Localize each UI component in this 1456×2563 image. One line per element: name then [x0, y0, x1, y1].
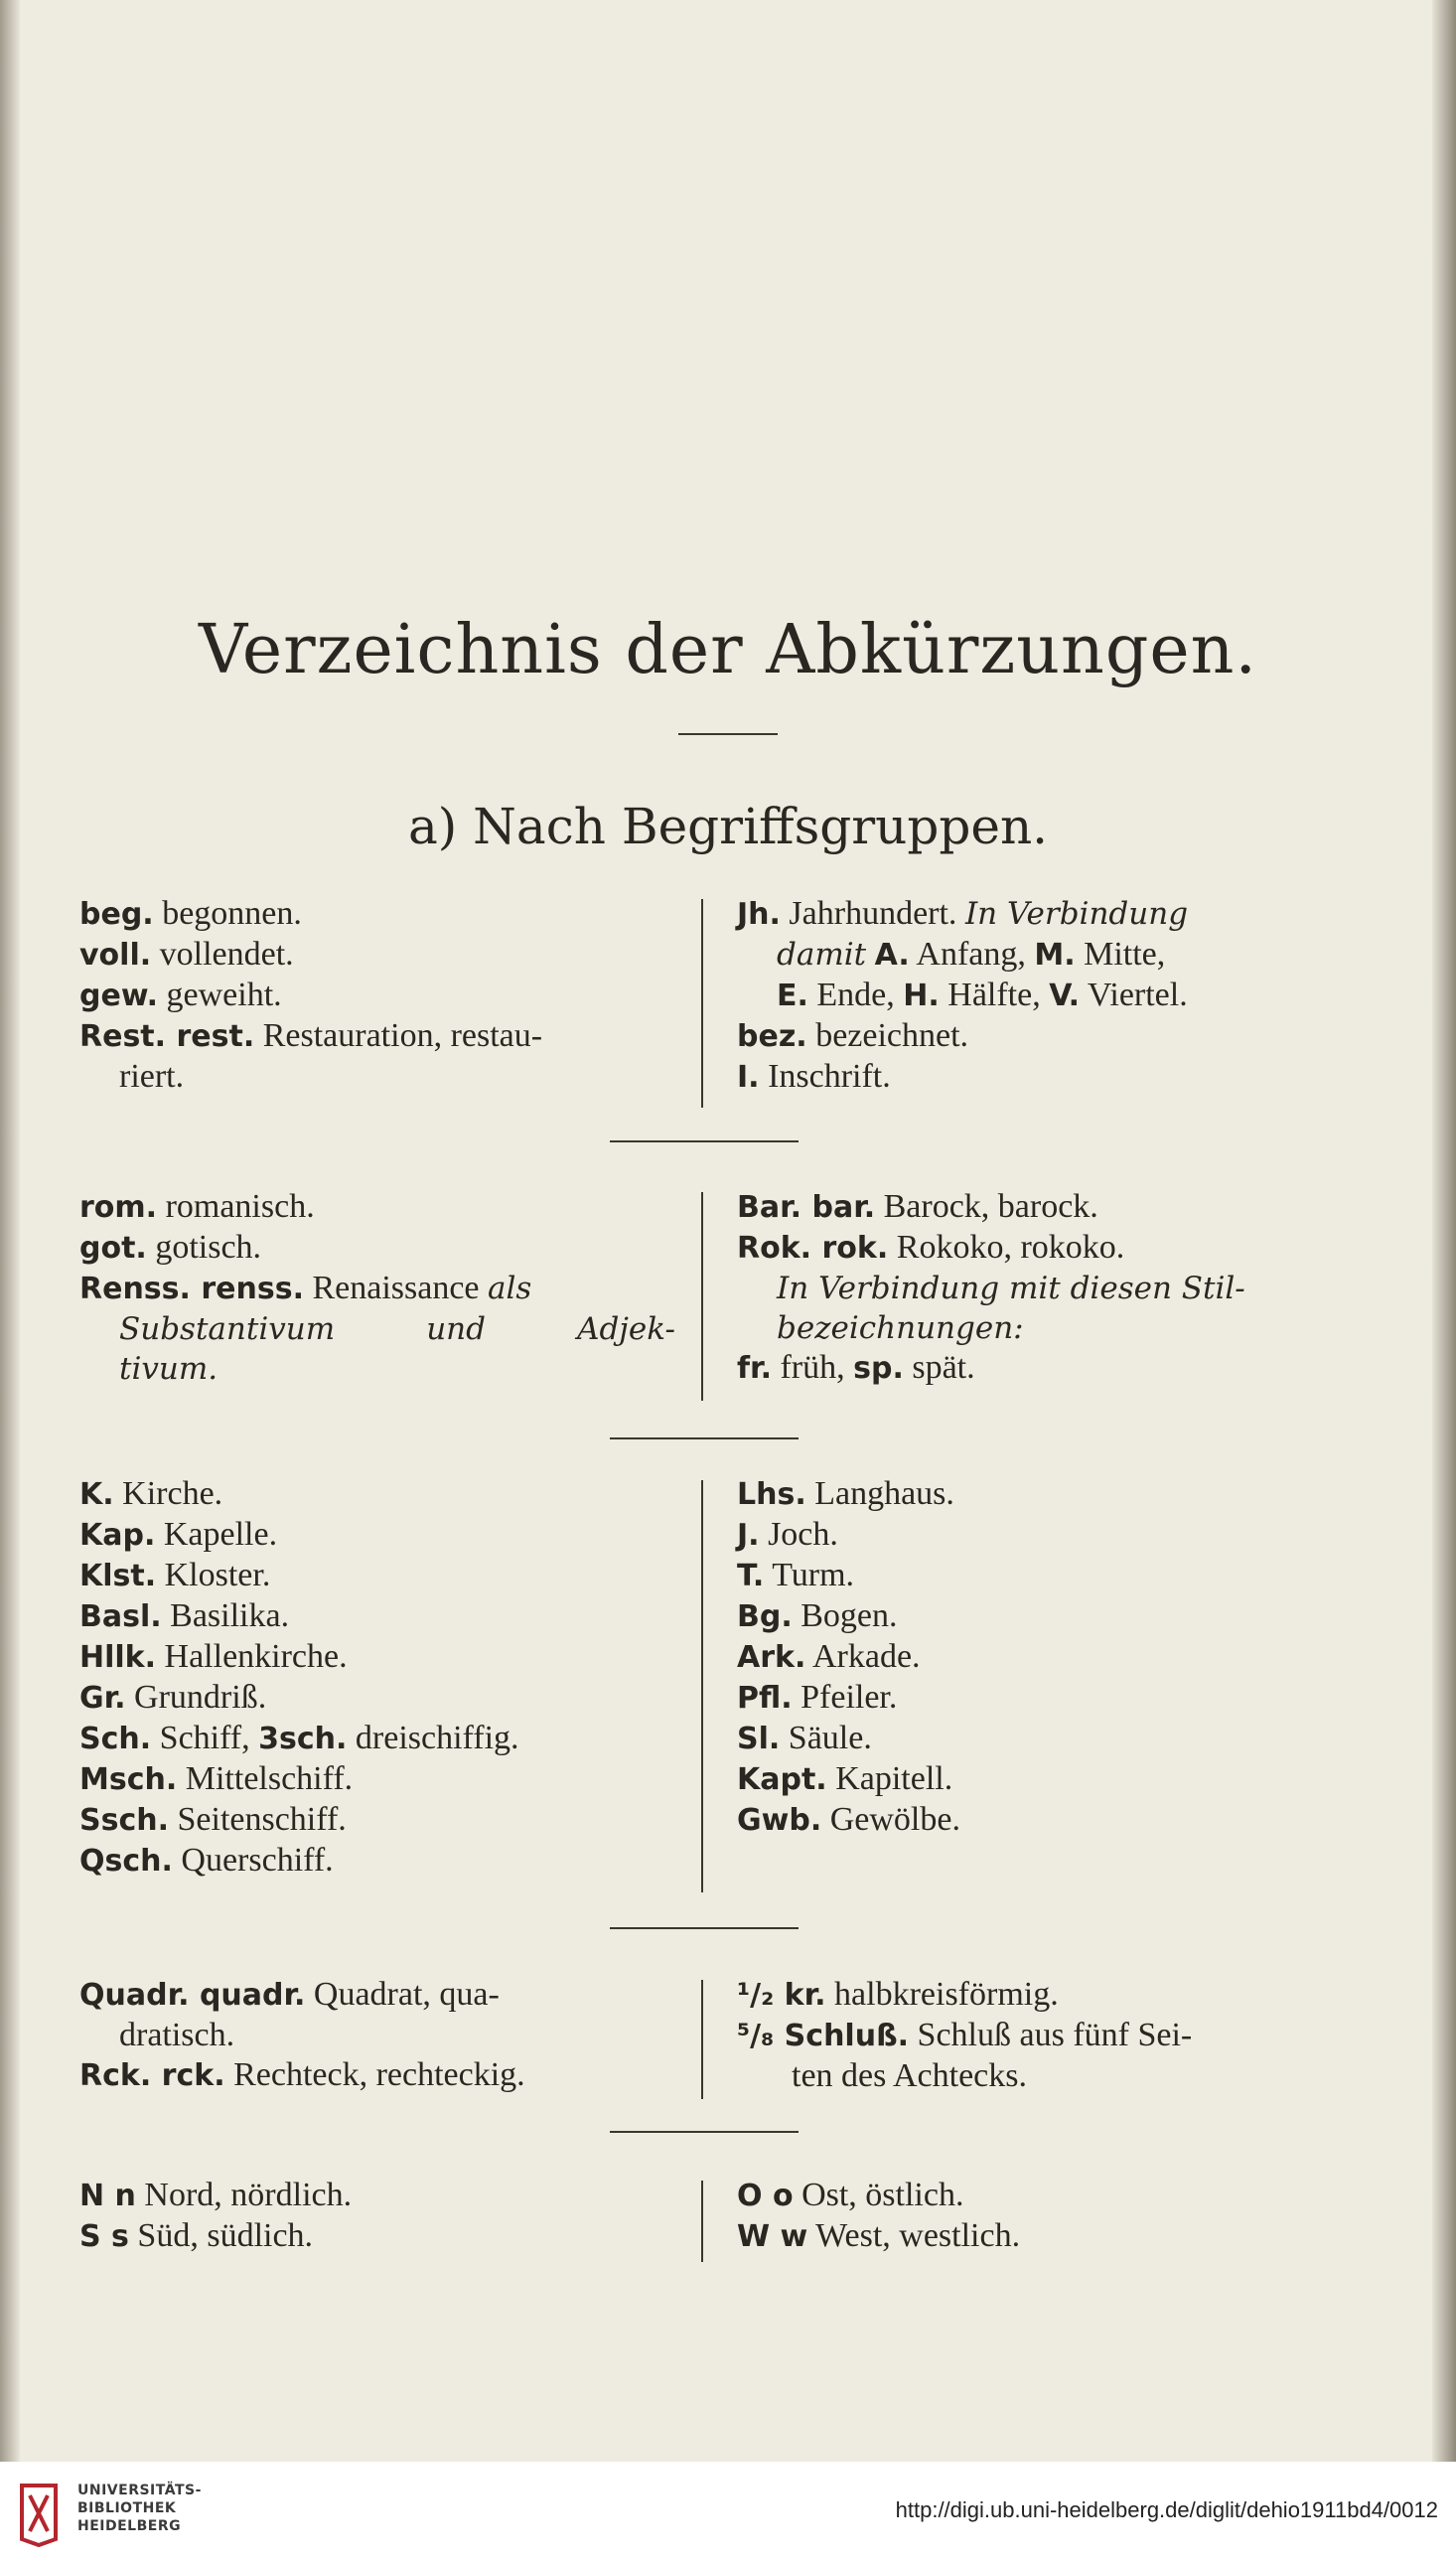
entry: Bg. Bogen.	[737, 1597, 898, 1634]
library-name	[77, 2482, 202, 2535]
column-divider	[701, 899, 703, 1108]
entry: ⁵/₈ Schluß. Schluß aus fünf Sei-	[737, 2017, 1193, 2053]
section-2-left	[79, 1187, 675, 1389]
entry-continuation: tivum.	[119, 1351, 218, 1387]
entry: Kapt. Kapitell.	[737, 1760, 953, 1797]
entry: gew. geweiht.	[79, 977, 282, 1013]
entry: Gr. Grundriß.	[79, 1679, 267, 1716]
entry: Rok. rok. Rokoko, rokoko.	[737, 1229, 1125, 1266]
library-name-line: HEIDELBERG	[77, 2518, 182, 2534]
column-divider	[701, 1980, 703, 2099]
entry: Renss. renss. Renaissance als	[79, 1270, 532, 1306]
entry: Kap. Kapelle.	[79, 1516, 278, 1553]
entry-continuation: damit A. Anfang, M. Mitte,	[777, 936, 1166, 973]
entry: ¹/₂ kr. halbkreisförmig.	[737, 1976, 1059, 2013]
section-divider	[610, 2131, 799, 2133]
entry: Ssch. Seitenschiff.	[79, 1801, 347, 1838]
entry: J. Joch.	[737, 1516, 838, 1553]
entry-continuation: bezeichnungen:	[777, 1310, 1024, 1346]
section-divider	[610, 1140, 799, 1142]
entry: Msch. Mittelschiff.	[79, 1760, 354, 1797]
section-divider	[610, 1927, 799, 1929]
entry: Bar. bar. Barock, barock.	[737, 1188, 1098, 1225]
entry-continuation: In Verbindung mit diesen Stil-	[777, 1271, 1245, 1306]
section-1-right	[737, 894, 1333, 1098]
entry: beg. begonnen.	[79, 895, 302, 932]
section-3-right	[737, 1474, 1333, 1841]
entry: T. Turm.	[737, 1557, 855, 1593]
page-edge-left	[0, 0, 20, 2462]
column-divider	[701, 1192, 703, 1401]
entry: Klst. Kloster.	[79, 1557, 271, 1593]
section-divider	[610, 1437, 799, 1439]
section-5-right	[737, 2176, 1333, 2257]
entry: bez. bezeichnet.	[737, 1017, 969, 1054]
library-name-line: BIBLIOTHEK	[77, 2500, 177, 2516]
entry: got. gotisch.	[79, 1229, 262, 1266]
entry: O o Ost, östlich.	[737, 2177, 964, 2213]
entry-continuation: E. Ende, H. Hälfte, V. Viertel.	[777, 977, 1188, 1013]
entry: rom. romanisch.	[79, 1188, 315, 1225]
entry-continuation: ten des Achtecks.	[792, 2057, 1027, 2094]
page-title: Verzeichnis der Abkürzungen.	[199, 611, 1257, 689]
section-5-left	[79, 2176, 675, 2257]
section-3-left	[79, 1474, 675, 1882]
section-2-right	[737, 1187, 1333, 1389]
source-url-link[interactable]: http://digi.ub.uni-heidelberg.de/diglit/dehio1911bd4/0012	[895, 2497, 1438, 2522]
entry: Gwb. Gewölbe.	[737, 1801, 960, 1838]
university-library-logo-icon	[16, 2478, 62, 2547]
entry: Ark. Arkade.	[737, 1638, 921, 1675]
entry: Lhs. Langhaus.	[737, 1475, 954, 1512]
entry-continuation: Substantivum und Adjek-	[119, 1311, 675, 1347]
section-heading: a) Nach Begriffsgruppen.	[407, 798, 1049, 855]
entry: Sl. Säule.	[737, 1720, 872, 1756]
section-4-left	[79, 1975, 675, 2096]
entry: K. Kirche.	[79, 1475, 223, 1512]
entry: Qsch. Querschiff.	[79, 1842, 334, 1879]
column-divider	[701, 1480, 703, 1892]
entry: fr. früh, sp. spät.	[737, 1349, 975, 1386]
entry-continuation: dratisch.	[119, 2017, 235, 2053]
entry: Jh. Jahrhundert. In Verbindung	[737, 895, 1189, 932]
entry: Rck. rck. Rechteck, rechteckig.	[79, 2056, 525, 2093]
entry: S s Süd, südlich.	[79, 2217, 314, 2254]
entry: I. Inschrift.	[737, 1058, 891, 1095]
entry: Rest. rest. Restauration, restau-	[79, 1017, 543, 1054]
entry: Pfl. Pfeiler.	[737, 1679, 898, 1716]
entry: N n Nord, nördlich.	[79, 2177, 353, 2213]
section-1-left	[79, 894, 675, 1097]
title-divider	[678, 733, 778, 735]
entry-continuation: riert.	[119, 1058, 185, 1095]
entry: Basl. Basilika.	[79, 1597, 290, 1634]
library-footer	[0, 2462, 1456, 2563]
section-4-right	[737, 1975, 1333, 2096]
column-divider	[701, 2181, 703, 2262]
entry: Sch. Schiff, 3sch. dreischiffig.	[79, 1720, 519, 1756]
entry: Quadr. quadr. Quadrat, qua-	[79, 1976, 500, 2013]
entry: Hllk. Hallenkirche.	[79, 1638, 348, 1675]
page-edge-right	[1432, 0, 1456, 2462]
library-name-line: UNIVERSITÄTS-	[77, 2483, 202, 2498]
entry: voll. vollendet.	[79, 936, 294, 973]
entry: W w West, westlich.	[737, 2217, 1021, 2254]
